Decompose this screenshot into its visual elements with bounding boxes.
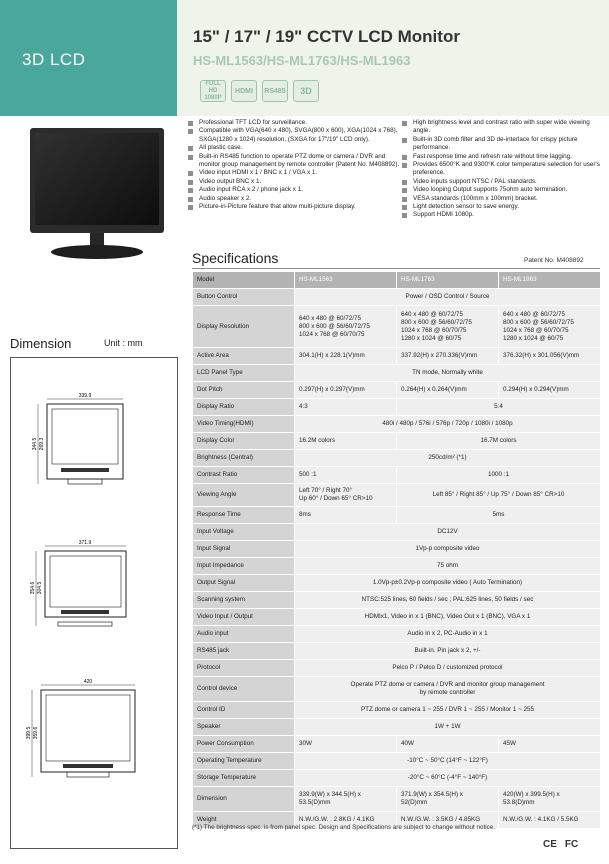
spec-row bbox=[193, 467, 601, 484]
spec-value: HDMIx1, Video in x 1 (BNC), Video Out x 1 (BNC), VGA x 1 bbox=[295, 609, 601, 626]
spec-value: 16.7M colors bbox=[397, 433, 601, 450]
spec-value: 30W bbox=[295, 736, 397, 753]
dimension-drawings-panel bbox=[10, 357, 178, 849]
spec-row bbox=[193, 575, 601, 592]
drawing-height-label: 399.5 bbox=[26, 726, 32, 740]
drawing-height-label: 344.5 bbox=[32, 437, 38, 451]
spec-row bbox=[193, 507, 601, 524]
specifications-table bbox=[192, 271, 601, 829]
spec-row bbox=[193, 753, 601, 770]
specifications-heading: Specifications bbox=[192, 250, 279, 266]
spec-row bbox=[193, 609, 601, 626]
spec-value: HS-ML1563 bbox=[295, 272, 397, 289]
spec-value: Built-in. Pin jack x 2, +/- bbox=[295, 643, 601, 660]
spec-value: 0.264(H) x 0.264(V)mm bbox=[397, 382, 499, 399]
spec-label: Speaker bbox=[193, 719, 295, 736]
spec-row bbox=[193, 643, 601, 660]
spec-row bbox=[193, 382, 601, 399]
feature-list-right bbox=[402, 119, 604, 220]
spec-value: 640 x 480 @ 60/72/75 800 x 600 @ 56/60/72/75 1024 x 768 @ 60/70/75 1280 x 1024 @ 60/75 bbox=[397, 306, 499, 348]
feature-item: High brightness level and contrast ratio with super wide viewing angle. bbox=[402, 119, 604, 136]
spec-value: 0.297(H) x 0.297(V)mm bbox=[295, 382, 397, 399]
spec-value: HS-ML1963 bbox=[499, 272, 601, 289]
spec-row bbox=[193, 348, 601, 365]
feature-item: Built-in RS485 function to operate PTZ dome or camera / DVR and monitor group management by remote controller (Patent No. M408892). bbox=[188, 153, 403, 170]
spec-row bbox=[193, 289, 601, 306]
spec-value: 4:3 bbox=[295, 399, 397, 416]
spec-label: Weight bbox=[193, 812, 295, 829]
spec-row bbox=[193, 365, 601, 382]
feature-list-left bbox=[188, 119, 403, 211]
spec-row bbox=[193, 484, 601, 507]
spec-value: 0.294(H) x 0.294(V)mm bbox=[499, 382, 601, 399]
feature-item: Light detection sensor to save energy. bbox=[402, 203, 604, 211]
spec-label: Response Time bbox=[193, 507, 295, 524]
spec-value: 250cd/m² (*1) bbox=[295, 450, 601, 467]
spec-row bbox=[193, 450, 601, 467]
spec-value: -20°C ~ 60°C (-4°F ~ 140°F) bbox=[295, 770, 601, 787]
page-title: 15" / 17" / 19" CCTV LCD Monitor bbox=[193, 27, 460, 46]
drawing-screen-height-label: 269.3 bbox=[39, 437, 45, 451]
spec-label: Input Impedance bbox=[193, 558, 295, 575]
spec-value: 5:4 bbox=[397, 399, 601, 416]
dimension-unit: Unit : mm bbox=[104, 338, 143, 348]
spec-value: 1W + 1W bbox=[295, 719, 601, 736]
spec-value: 376.32(H) x 301.056(V)mm bbox=[499, 348, 601, 365]
dimension-heading: Dimension bbox=[10, 336, 72, 351]
drawing-screen-height-label: 304.5 bbox=[37, 581, 43, 595]
footnote: (*1) The brightness spec. is from panel spec. Design and Specifications are subject to change without notice. bbox=[192, 824, 496, 831]
feature-item: Picture-in-Picture feature that allow multi-picture display. bbox=[188, 203, 403, 211]
spec-value: 640 x 480 @ 60/72/75 800 x 600 @ 56/60/72/75 1024 x 768 @ 60/70/75 bbox=[295, 306, 397, 348]
spec-value: 1.0Vp-p±0.2Vp-p composite video ( Auto Termination) bbox=[295, 575, 601, 592]
spec-row bbox=[193, 524, 601, 541]
monitor-product-image bbox=[22, 124, 172, 264]
spec-label: Power Consumption bbox=[193, 736, 295, 753]
spec-value: Left 70° / Right 70° Up 60° / Down 65° CR>10 bbox=[295, 484, 397, 507]
drawing-width-label: 420 bbox=[83, 679, 93, 685]
spec-label: Button Control bbox=[193, 289, 295, 306]
spec-label: Operating Temperature bbox=[193, 753, 295, 770]
category-badge: 3D LCD bbox=[22, 50, 86, 69]
spec-value: 500 :1 bbox=[295, 467, 397, 484]
spec-value: HS-ML1763 bbox=[397, 272, 499, 289]
spec-row bbox=[193, 736, 601, 753]
fcc-mark-icon: FC bbox=[564, 839, 579, 850]
spec-value: Operate PTZ dome or camera / DVR and monitor group management by remote controller bbox=[295, 677, 601, 702]
spec-label: LCD Panel Type bbox=[193, 365, 295, 382]
spec-label: Control ID bbox=[193, 702, 295, 719]
spec-row bbox=[193, 272, 601, 289]
spec-row bbox=[193, 719, 601, 736]
patent-number: Patent No. M408892 bbox=[524, 257, 584, 264]
spec-value: Audio in x 2, PC-Audio in x 1 bbox=[295, 626, 601, 643]
spec-label: Protocol bbox=[193, 660, 295, 677]
spec-label: Video Input / Output bbox=[193, 609, 295, 626]
spec-label: Brightness (Central) bbox=[193, 450, 295, 467]
spec-value: 1000 :1 bbox=[397, 467, 601, 484]
spec-value: 304.1(H) x 228.1(V)mm bbox=[295, 348, 397, 365]
spec-label: Scanning system bbox=[193, 592, 295, 609]
spec-value: 75 ohm bbox=[295, 558, 601, 575]
spec-value: Power / OSD Control / Source bbox=[295, 289, 601, 306]
spec-label: Display Resolution bbox=[193, 306, 295, 348]
feature-item: Video output BNC x 1. bbox=[188, 178, 403, 186]
certification-marks bbox=[543, 839, 578, 850]
spec-value: -10°C ~ 50°C (14°F ~ 122°F) bbox=[295, 753, 601, 770]
spec-label: Output Signal bbox=[193, 575, 295, 592]
spec-value: Left 85° / Right 85° / Up 75° / Down 85° CR>10 bbox=[397, 484, 601, 507]
spec-label: Display Color bbox=[193, 433, 295, 450]
spec-value: 339.9(W) x 344.5(H) x 53.5(D)mm bbox=[295, 787, 397, 812]
spec-label: Display Ratio bbox=[193, 399, 295, 416]
drawing-height-label: 354.6 bbox=[30, 581, 36, 595]
spec-row bbox=[193, 660, 601, 677]
spec-label: Video Timing(HDMI) bbox=[193, 416, 295, 433]
feature-item: Built-in 3D comb filter and 3D de-interlace for crispy picture performance. bbox=[402, 136, 604, 153]
rs485-logo: RS485 bbox=[262, 80, 288, 102]
spec-value: 640 x 480 @ 60/72/75 800 x 600 @ 56/60/72/75 1024 x 768 @ 60/70/75 1280 x 1024 @ 60/75 bbox=[499, 306, 601, 348]
feature-logo-row bbox=[200, 80, 319, 102]
feature-item: Audio speaker x 2. bbox=[188, 195, 403, 203]
drawing-screen-height-label: 359.6 bbox=[33, 726, 39, 740]
spec-row bbox=[193, 787, 601, 812]
spec-value: 40W bbox=[397, 736, 499, 753]
feature-item: VESA standards (100mm x 100mm) bracket. bbox=[402, 195, 604, 203]
spec-label: Control device bbox=[193, 677, 295, 702]
dimension-drawing-17in bbox=[30, 540, 126, 626]
spec-value: 45W bbox=[499, 736, 601, 753]
spec-row bbox=[193, 416, 601, 433]
feature-item: Audio input RCA x 2 / phone jack x 1. bbox=[188, 186, 403, 194]
spec-label: RS485 jack bbox=[193, 643, 295, 660]
feature-item: Professional TFT LCD for surveillance. bbox=[188, 119, 403, 127]
spec-label: Dimension bbox=[193, 787, 295, 812]
spec-value: DC12V bbox=[295, 524, 601, 541]
spec-row bbox=[193, 677, 601, 702]
spec-row bbox=[193, 770, 601, 787]
spec-value: 1Vp-p composite video bbox=[295, 541, 601, 558]
spec-value: 420(W) x 399.5(H) x 53.8(D)mm bbox=[499, 787, 601, 812]
spec-row bbox=[193, 306, 601, 348]
spec-label: Contrast Ratio bbox=[193, 467, 295, 484]
model-numbers: HS-ML1563/HS-ML1763/HS-ML1963 bbox=[193, 53, 411, 68]
ce-mark-icon: CE bbox=[543, 839, 557, 850]
spec-value: 16.2M colors bbox=[295, 433, 397, 450]
spec-label: Storage Temperature bbox=[193, 770, 295, 787]
drawing-width-label: 371.9 bbox=[78, 540, 92, 546]
spec-value: Pelco P / Pelco D / customized protocol bbox=[295, 660, 601, 677]
spec-value: 5ms bbox=[397, 507, 601, 524]
spec-value: PTZ dome or camera 1 ~ 255 / DVR 1 ~ 255 / Monitor 1 ~ 255 bbox=[295, 702, 601, 719]
feature-item: Video input HDMI x 1 / BNC x 1 / VGA x 1. bbox=[188, 169, 403, 177]
spec-value: 480i / 480p / 576i / 576p / 720p / 1080i / 1080p bbox=[295, 416, 601, 433]
full-hd-logo: FULL HD 1080P bbox=[200, 80, 226, 102]
spec-row bbox=[193, 433, 601, 450]
spec-label: Active Area bbox=[193, 348, 295, 365]
dimension-drawing-19in bbox=[26, 679, 135, 777]
spec-value: N.W./G.W. : 3.5KG / 4.85KG bbox=[397, 812, 499, 829]
feature-item: Video looping Output supports 75ohm auto termination. bbox=[402, 186, 604, 194]
feature-item: Video inputs support NTSC / PAL standards. bbox=[402, 178, 604, 186]
feature-item: Compatible with VGA(640 x 480), SVGA(800 x 600), XGA(1024 x 768), SXGA(1280 x 1024) resolution, (SXGA for 17"/19" LCD only). bbox=[188, 127, 403, 144]
feature-item: All plastic case. bbox=[188, 144, 403, 152]
dimension-drawing-15in bbox=[32, 393, 123, 484]
spec-row bbox=[193, 558, 601, 575]
spec-label: Audio input bbox=[193, 626, 295, 643]
3d-logo: 3D bbox=[293, 80, 319, 102]
divider bbox=[192, 268, 600, 269]
spec-value: 8ms bbox=[295, 507, 397, 524]
spec-label: Viewing Angle bbox=[193, 484, 295, 507]
spec-row bbox=[193, 702, 601, 719]
spec-label: Input Signal bbox=[193, 541, 295, 558]
spec-label: Dot Pitch bbox=[193, 382, 295, 399]
spec-value: NTSC:525 lines, 60 fields / sec ; PAL:625 lines, 50 fields / sec bbox=[295, 592, 601, 609]
spec-value: N.W./G.W. : 4.1KG / 5.5KG bbox=[499, 812, 601, 829]
spec-label: Model bbox=[193, 272, 295, 289]
spec-value: 371.9(W) x 354.5(H) x 52(D)mm bbox=[397, 787, 499, 812]
feature-item: Support HDMI 1080p. bbox=[402, 211, 604, 219]
spec-row bbox=[193, 592, 601, 609]
spec-value: TN mode, Normally white bbox=[295, 365, 601, 382]
hdmi-logo: HDMI bbox=[231, 80, 257, 102]
header-badge-panel bbox=[0, 0, 177, 116]
feature-item: Fast response time and refresh rate without time lagging. bbox=[402, 153, 604, 161]
spec-row bbox=[193, 541, 601, 558]
spec-row bbox=[193, 399, 601, 416]
feature-item: Provides 6500°K and 9300°K color temperature selection for user's preference. bbox=[402, 161, 604, 178]
spec-row bbox=[193, 626, 601, 643]
spec-label: Input Voltage bbox=[193, 524, 295, 541]
spec-value: 337.92(H) x 270.336(V)mm bbox=[397, 348, 499, 365]
spec-value: N.W./G.W. : 2.8KG / 4.1KG bbox=[295, 812, 397, 829]
drawing-width-label: 339.9 bbox=[78, 393, 92, 399]
